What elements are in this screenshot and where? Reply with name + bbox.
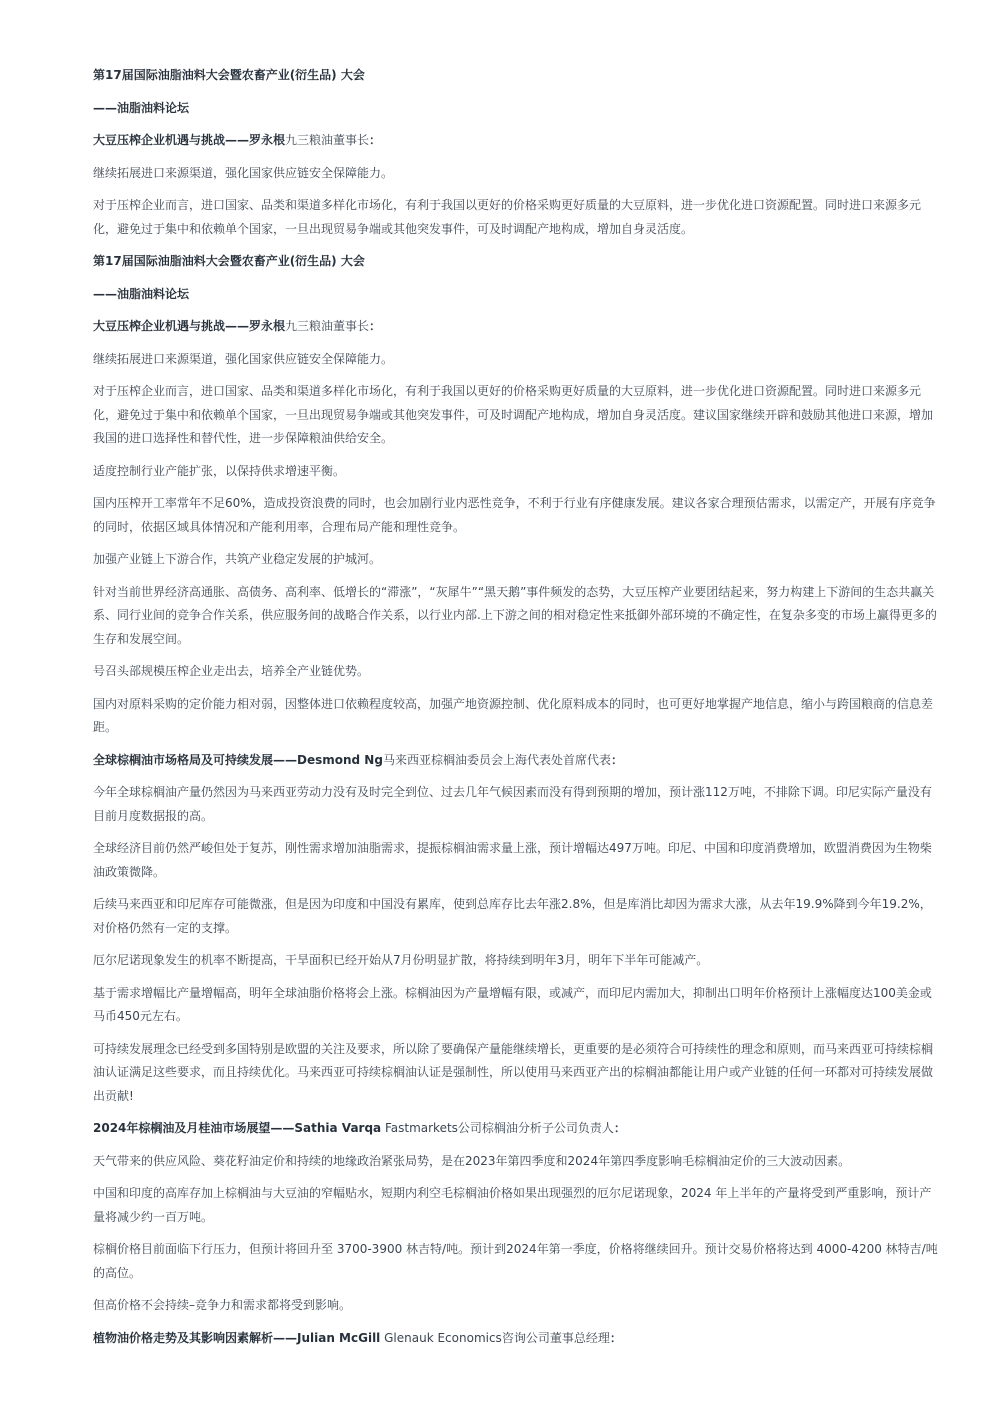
paragraph: 但高价格不会持续–竞争力和需求都将受到影响。 — [93, 1298, 352, 1312]
paragraph: 国内对原料采购的定价能力相对弱，因整体进口依赖程度较高，加强产地资源控制、优化原料成本的同时，也可更好地掌握产地信息，缩小与跨国粮商的信息差距。 — [93, 696, 934, 734]
paragraph: 全球经济目前仍然严峻但处于复苏，刚性需求增加油脂需求，提振棕榈油需求量上涨，预计增幅达497万吨。印尼、中国和印度消费增加，欧盟消费因为生物柴油政策微降。 — [93, 841, 932, 879]
paragraph: 加强产业链上下游合作，共筑产业稳定发展的护城河。 — [93, 552, 382, 566]
conference-title: 第17届国际油脂油料大会暨农畜产业(衍生品) 大会 — [93, 68, 365, 82]
paragraph: 对于压榨企业而言，进口国家、品类和渠道多样化市场化，有利于我国以更好的价格采购更好质量的大豆原料，进一步优化进口资源配置。同时进口来源多元化，避免过于集中和依赖单个国家，一旦出现贸易争端或其他突发事件，可及时调配产地构成，增加自身灵活度。 — [93, 198, 922, 236]
speaker-title: 大豆压榨企业机遇与挑战——罗永根 — [93, 133, 286, 147]
speaker-title: 植物油价格走势及其影响因素解析——Julian McGill — [93, 1330, 381, 1345]
forum-subtitle: ——油脂油料论坛 — [93, 100, 190, 115]
paragraph: 棕榈价格目前面临下行压力，但预计将回升至 3700-3900 林吉特/吨。预计到2024年第一季度，价格将继续回升。预计交易价格将达到 4000-4200 林特吉/吨的高位。 — [93, 1242, 938, 1280]
paragraph: 继续拓展进口来源渠道，强化国家供应链安全保障能力。 — [93, 351, 394, 366]
speaker-colon: ： — [613, 1121, 626, 1135]
speaker-line — [93, 1117, 943, 1141]
speaker-role: Fastmarkets公司棕榈油分析子公司负责人 — [381, 1121, 614, 1135]
paragraph: 基于需求增幅比产量增幅高，明年全球油脂价格将会上涨。棕榈油因为产量增幅有限，或减产，而印尼内需加大，抑制出口明年价格预计上涨幅度达100美金或马币450元左右。 — [93, 985, 932, 1023]
speaker-colon: ： — [610, 752, 623, 767]
speaker-role: 九三粮油董事长 — [285, 319, 370, 333]
speaker-colon: ： — [369, 319, 382, 333]
speaker-role: Glenauk Economics咨询公司董事总经理 — [380, 1330, 610, 1345]
conference-title: 第17届国际油脂油料大会暨农畜产业(衍生品) 大会 — [93, 254, 365, 268]
paragraph: 适度控制行业产能扩张，以保持供求增速平衡。 — [93, 463, 346, 478]
speaker-role: 马来西亚棕榈油委员会上海代表处首席代表 — [382, 752, 611, 767]
paragraph: 针对当前世界经济高通胀、高债务、高利率、低增长的“滞涨”，“灰犀牛”“黑天鹅”事件频发的态势，大豆压榨产业要团结起来，努力构建上下游间的生态共赢关系、同行业间的竞争合作关系，供应服务间的战略合作关系，以行业内部.上下游之间的相对稳定性来抵御外部环境的不确定性，在复杂多变的市场上赢得更多的生存和发展空间。 — [93, 584, 937, 646]
paragraph: 今年全球棕榈油产量仍然因为马来西亚劳动力没有及时完全到位、过去几年气候因素而没有得到预期的增加，预计涨112万吨，不排除下调。印尼实际产量没有目前月度数据报的高。 — [93, 785, 932, 823]
speaker-role: 九三粮油董事长 — [285, 133, 370, 147]
paragraph: 对于压榨企业而言，进口国家、品类和渠道多样化市场化，有利于我国以更好的价格采购更好质量的大豆原料，进一步优化进口资源配置。同时进口来源多元化，避免过于集中和依赖单个国家，一旦出现贸易争端或其他突发事件，可及时调配产地构成，增加自身灵活度。建议国家继续开辟和鼓励其他进口来源，增加我国的进口选择性和替代性，进一步保障粮油供给安全。 — [93, 384, 934, 445]
speaker-line — [93, 129, 943, 153]
paragraph: 国内压榨开工率常年不足60%，造成投资浪费的同时，也会加剧行业内恶性竞争，不利于行业有序健康发展。建议各家合理预估需求，以需定产，开展有序竞争的同时，依据区域具体情况和产能利用率，合理布局产能和理性竞争。 — [93, 496, 936, 534]
speaker-title: 全球棕榈油市场格局及可持续发展——Desmond Ng — [93, 752, 383, 767]
paragraph: 天气带来的供应风险、葵花籽油定价和持续的地缘政治紧张局势，是在2023年第四季度和2024年第四季度影响毛棕榈油定价的三大波动因素。 — [93, 1153, 851, 1168]
paragraph: 后续马来西亚和印尼库存可能微涨，但是因为印度和中国没有累库，使到总库存比去年涨2.8%，但是库消比却因为需求大涨，从去年19.9%降到今年19.2%，对价格仍然有一定的支撑。 — [93, 897, 932, 935]
paragraph: 号召头部规模压榨企业走出去，培养全产业链优势。 — [93, 664, 370, 678]
speaker-colon: ： — [609, 1330, 622, 1345]
speaker-line — [93, 315, 943, 339]
speaker-line — [93, 1327, 943, 1351]
paragraph: 可持续发展理念已经受到多国特别是欧盟的关注及要求，所以除了要确保产量能继续增长，更重要的是必须符合可持续性的理念和原则，而马来西亚可持续棕榈油认证满足这些要求，而且持续优化。马来西亚可持续棕榈油认证是强制性，所以使用马来西亚产出的棕榈油都能让用户或产业链的任何一环都对可持续发展做出贡献! — [93, 1041, 934, 1103]
speaker-colon: ： — [369, 133, 382, 147]
speaker-title: 大豆压榨企业机遇与挑战——罗永根 — [93, 319, 286, 333]
forum-subtitle: ——油脂油料论坛 — [93, 286, 190, 301]
paragraph: 厄尔尼诺现象发生的机率不断提高，干旱面积已经开始从7月份明显扩散，将持续到明年3月，明年下半年可能减产。 — [93, 953, 709, 967]
paragraph: 中国和印度的高库存加上棕榈油与大豆油的窄幅贴水，短期内利空毛棕榈油价格如果出现强烈的厄尔尼诺现象，2024 年上半年的产量将受到严重影响，预计产量将减少约一百万吨。 — [93, 1186, 932, 1224]
speaker-title: 2024年棕榈油及月桂油市场展望——Sathia Varqa — [93, 1121, 382, 1135]
paragraph: 继续拓展进口来源渠道，强化国家供应链安全保障能力。 — [93, 165, 394, 180]
speaker-line — [93, 749, 943, 773]
document-page — [93, 64, 943, 1359]
